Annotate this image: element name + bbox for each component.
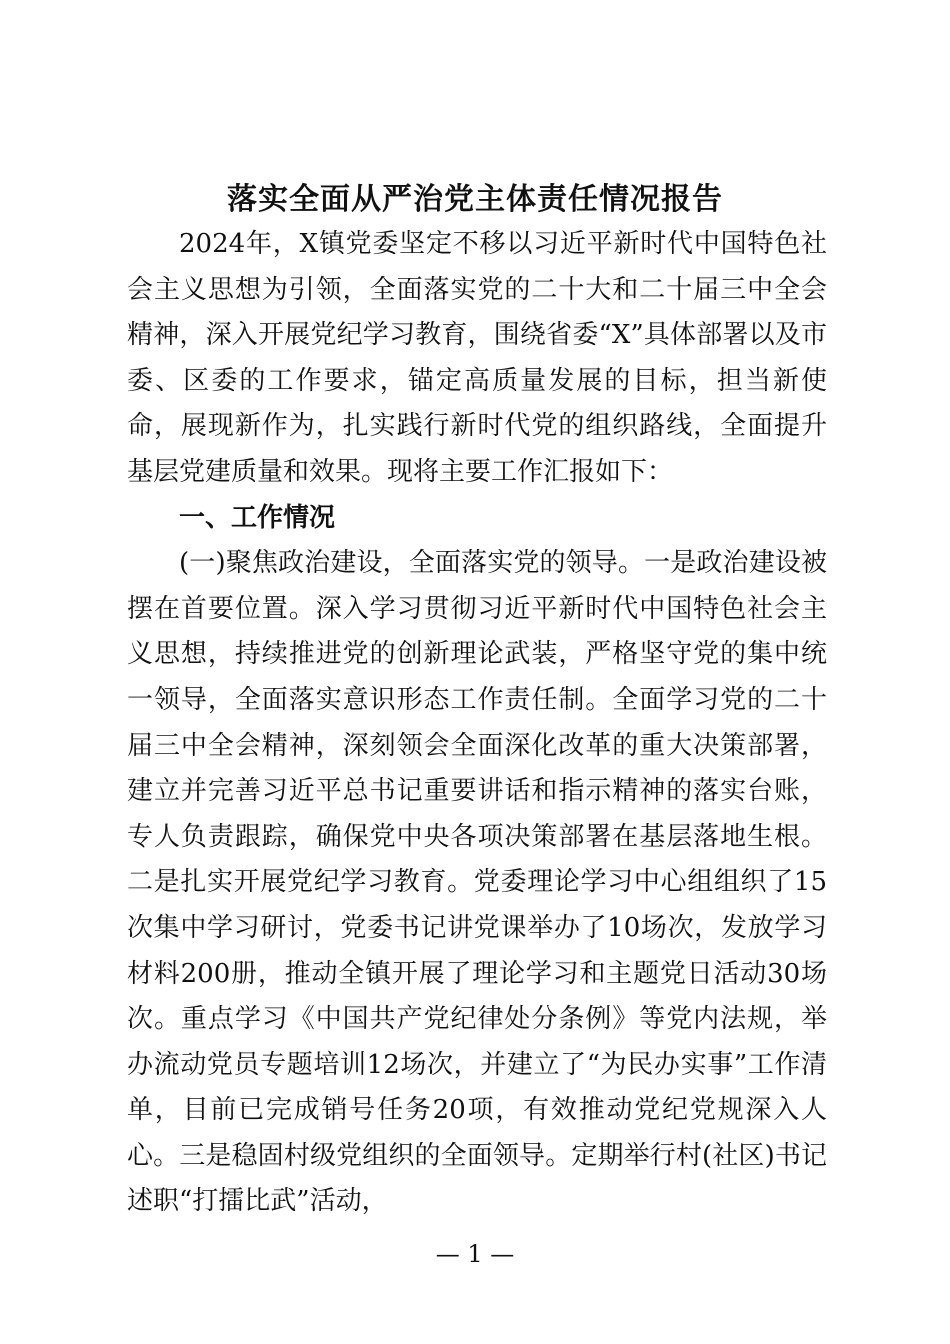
section-heading: 一、工作情况	[179, 502, 336, 533]
intro-paragraph: 2024年，X镇党委坚定不移以习近平新时代中国特色社会主义思想为引领，全面落实党的二十大和二十届三中全会精神，深入开展党纪学习教育，围绕省委“X”具体部署以及市委、区委的工作要求，锚定高质量发展的目标，担当新使命，展现新作为，扎实践行新时代党的组织路线，全面提升基层党建质量和效果。现将主要工作汇报如下：	[127, 229, 827, 487]
document-title: 落实全面从严治党主体责任情况报告	[227, 182, 723, 217]
document-body	[127, 222, 827, 1225]
section-paragraph: (一)聚焦政治建设，全面落实党的领导。一是政治建设被摆在首要位置。深入学习贯彻习近平新时代中国特色社会主义思想，持续推进党的创新理论武装，严格坚守党的集中统一领导，全面落实意识形态工作责任制。全面学习党的二十届三中全会精神，深刻领会全面深化改革的重大决策部署，建立并完善习近平总书记重要讲话和指示精神的落实台账，专人负责跟踪，确保党中央各项决策部署在基层落地生根。二是扎实开展党纪学习教育。党委理论学习中心组组织了15次集中学习研讨，党委书记讲党课举办了10场次，发放学习材料200册，推动全镇开展了理论学习和主题党日活动30场次。重点学习《中国共产党纪律处分条例》等党内法规，举办流动党员专题培训12场次，并建立了“为民办实事”工作清单，目前已完成销号任务20项，有效推动党纪党规深入人心。三是稳固村级党组织的全面领导。定期举行村(社区)书记述职“打擂比武”活动，	[127, 548, 827, 1217]
page-number: — 1 —	[435, 1240, 515, 1268]
